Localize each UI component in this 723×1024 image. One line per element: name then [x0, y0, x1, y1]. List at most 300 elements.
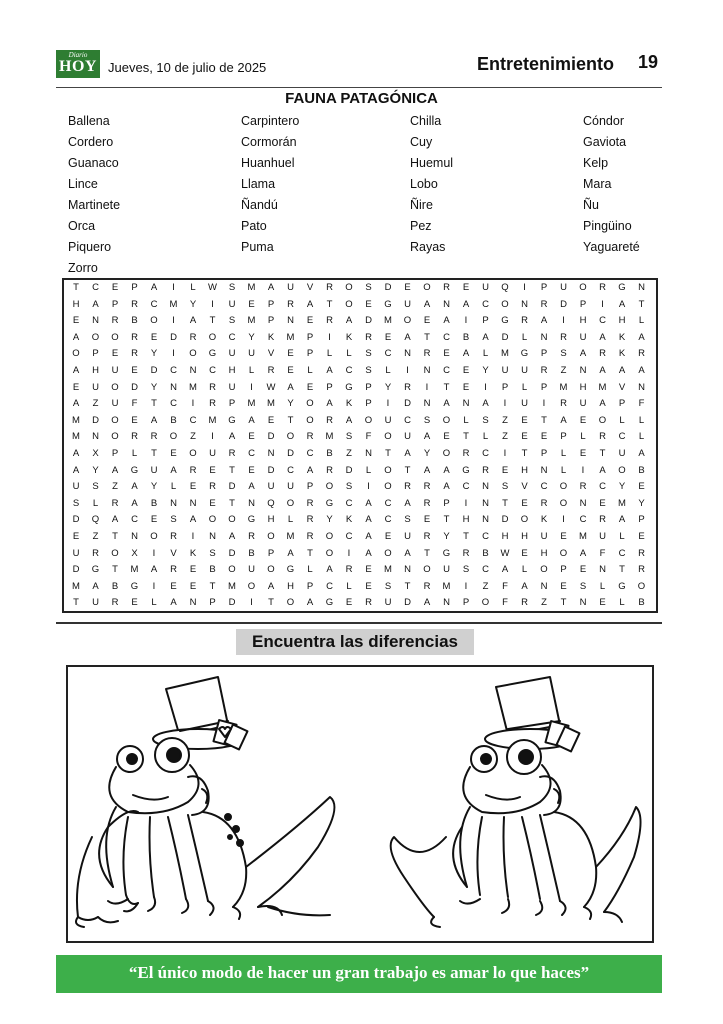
- grid-letter: Y: [287, 398, 294, 410]
- grid-letter: B: [111, 580, 119, 592]
- grid-letter: E: [384, 531, 392, 542]
- grid-letter: D: [384, 282, 392, 293]
- grid-letter: Z: [190, 431, 196, 443]
- grid-letter: V: [618, 381, 626, 393]
- grid-letter: E: [248, 464, 255, 476]
- grid-letter: L: [248, 365, 255, 376]
- grid-letter: A: [365, 531, 372, 542]
- grid-letter: A: [443, 481, 450, 493]
- grid-letter: O: [423, 282, 431, 293]
- grid-letter: D: [501, 514, 509, 526]
- logo-top-text: Diario: [68, 51, 88, 59]
- grid-letter: M: [72, 580, 80, 592]
- grid-letter: O: [598, 414, 607, 426]
- grid-letter: H: [579, 381, 587, 393]
- grid-letter: D: [131, 381, 138, 393]
- grid-letter: O: [384, 547, 392, 559]
- grid-letter: E: [560, 580, 567, 592]
- grid-letter: T: [112, 564, 118, 576]
- grid-letter: C: [443, 331, 450, 343]
- grid-letter: C: [170, 398, 177, 410]
- grid-letter: A: [443, 398, 450, 410]
- grid-letter: T: [385, 448, 391, 459]
- grid-letter: S: [365, 282, 372, 293]
- grid-letter: K: [267, 331, 275, 343]
- grid-letter: A: [72, 464, 80, 476]
- grid-letter: B: [638, 597, 645, 609]
- grid-letter: R: [170, 531, 177, 542]
- grid-letter: E: [209, 464, 216, 476]
- grid-letter: E: [599, 497, 606, 509]
- grid-letter: E: [443, 348, 450, 360]
- grid-letter: A: [306, 597, 314, 609]
- grid-letter: F: [131, 398, 138, 410]
- grid-letter: N: [423, 365, 431, 376]
- grid-letter: N: [521, 298, 528, 310]
- word-list-item: Chilla: [410, 114, 442, 128]
- grid-letter: C: [92, 282, 99, 293]
- word-list-item: Lobo: [410, 177, 438, 191]
- grid-letter: O: [111, 414, 119, 426]
- grid-letter: U: [72, 547, 80, 559]
- grid-letter: I: [523, 282, 526, 293]
- grid-letter: P: [365, 398, 372, 410]
- grid-letter: E: [72, 531, 80, 542]
- grid-letter: R: [306, 431, 314, 443]
- grid-letter: E: [443, 431, 450, 443]
- grid-letter: A: [306, 298, 314, 310]
- grid-letter: S: [404, 514, 411, 526]
- grid-letter: G: [247, 514, 256, 526]
- grid-letter: B: [131, 315, 138, 327]
- grid-letter: Y: [443, 531, 450, 542]
- grid-letter: M: [325, 431, 334, 443]
- grid-letter: Z: [502, 431, 508, 443]
- grid-letter: A: [404, 497, 411, 509]
- grid-letter: T: [443, 514, 450, 526]
- grid-letter: E: [521, 547, 528, 559]
- grid-letter: D: [92, 414, 99, 426]
- grid-letter: O: [228, 564, 236, 576]
- word-list-item: Ñire: [410, 198, 433, 212]
- grid-letter: N: [638, 282, 645, 293]
- grid-letter: O: [72, 348, 80, 360]
- grid-letter: S: [423, 414, 431, 426]
- grid-letter: E: [560, 531, 567, 542]
- grid-letter: Y: [189, 298, 197, 310]
- word-list-item: Puma: [241, 240, 274, 254]
- grid-letter: W: [500, 547, 510, 559]
- grid-letter: M: [247, 282, 256, 293]
- grid-letter: O: [150, 315, 158, 327]
- word-list-item: Mara: [583, 177, 612, 191]
- grid-letter: B: [209, 564, 216, 576]
- grid-letter: A: [72, 365, 80, 376]
- grid-letter: O: [325, 481, 334, 493]
- grid-letter: P: [267, 315, 275, 327]
- grid-letter: G: [286, 564, 295, 576]
- grid-letter: I: [211, 431, 214, 443]
- grid-letter: A: [72, 448, 80, 459]
- grid-letter: L: [463, 414, 469, 426]
- grid-letter: A: [560, 414, 567, 426]
- word-list-item: Huanhuel: [241, 156, 295, 170]
- grid-letter: K: [540, 514, 548, 526]
- header-divider: [56, 87, 662, 88]
- grid-letter: P: [482, 315, 489, 327]
- grid-letter: H: [540, 547, 548, 559]
- grid-letter: V: [170, 547, 177, 559]
- grid-letter: Y: [482, 365, 489, 376]
- grid-letter: H: [579, 315, 587, 327]
- grid-letter: A: [345, 414, 353, 426]
- grid-letter: D: [345, 464, 353, 476]
- grid-letter: O: [501, 298, 509, 310]
- word-list-item: Gaviota: [583, 135, 627, 149]
- grid-letter: M: [286, 331, 295, 343]
- grid-letter: T: [541, 414, 547, 426]
- grid-letter: D: [287, 448, 294, 459]
- grid-letter: E: [111, 282, 119, 293]
- grid-letter: E: [521, 414, 528, 426]
- grid-letter: U: [599, 531, 606, 542]
- grid-letter: A: [189, 315, 197, 327]
- grid-letter: M: [501, 348, 509, 360]
- word-list-item: Guanaco: [68, 156, 119, 170]
- grid-letter: N: [540, 331, 548, 343]
- grid-letter: G: [442, 547, 451, 559]
- grid-letter: X: [92, 448, 99, 459]
- word-list-item: Pato: [241, 219, 267, 233]
- grid-letter: E: [540, 431, 548, 443]
- grid-letter: C: [170, 365, 177, 376]
- grid-letter: Y: [384, 381, 392, 393]
- grid-letter: L: [170, 481, 177, 493]
- grid-letter: T: [151, 398, 157, 410]
- grid-letter: G: [501, 315, 509, 327]
- grid-letter: K: [345, 398, 353, 410]
- grid-letter: L: [346, 580, 352, 592]
- grid-letter: E: [384, 331, 392, 343]
- grid-letter: W: [266, 381, 276, 393]
- grid-letter: R: [423, 348, 431, 360]
- grid-letter: S: [92, 481, 99, 493]
- grid-letter: L: [619, 597, 625, 609]
- grid-letter: K: [345, 331, 353, 343]
- grid-letter: U: [150, 464, 158, 476]
- grid-letter: P: [560, 431, 567, 443]
- grid-letter: O: [247, 580, 256, 592]
- grid-letter: P: [540, 381, 548, 393]
- grid-letter: U: [521, 398, 528, 410]
- grid-letter: M: [247, 315, 256, 327]
- grid-letter: A: [462, 348, 470, 360]
- grid-letter: T: [463, 431, 469, 443]
- grid-letter: P: [579, 298, 587, 310]
- grid-letter: P: [267, 547, 275, 559]
- grid-letter: T: [619, 564, 625, 576]
- grid-letter: N: [423, 398, 431, 410]
- grid-letter: Z: [502, 414, 508, 426]
- grid-letter: L: [92, 497, 99, 509]
- grid-letter: U: [267, 481, 275, 493]
- grid-letter: U: [209, 448, 216, 459]
- grid-letter: E: [111, 348, 119, 360]
- grid-letter: R: [579, 481, 587, 493]
- grid-letter: P: [326, 381, 333, 393]
- grid-letter: I: [172, 315, 175, 327]
- grid-letter: O: [345, 298, 353, 310]
- grid-letter: U: [560, 282, 567, 293]
- grid-letter: Q: [91, 514, 100, 526]
- grid-letter: U: [111, 398, 119, 410]
- grid-letter: U: [228, 348, 236, 360]
- grid-letter: M: [72, 431, 80, 443]
- grid-letter: V: [267, 348, 275, 360]
- grid-letter: A: [443, 315, 450, 327]
- grid-letter: A: [248, 481, 255, 493]
- grid-letter: G: [91, 564, 100, 576]
- grid-letter: P: [111, 448, 119, 459]
- grid-letter: R: [404, 481, 411, 493]
- grid-letter: E: [638, 531, 645, 542]
- grid-letter: D: [267, 464, 275, 476]
- word-list-item: Ballena: [68, 114, 110, 128]
- grid-letter: R: [423, 481, 431, 493]
- grid-letter: A: [482, 398, 489, 410]
- grid-letter: U: [228, 381, 236, 393]
- grid-letter: R: [326, 464, 333, 476]
- grid-letter: P: [306, 348, 314, 360]
- grid-letter: N: [189, 497, 197, 509]
- grid-letter: U: [111, 365, 119, 376]
- grid-letter: B: [150, 497, 158, 509]
- grid-letter: L: [619, 414, 625, 426]
- grid-letter: M: [384, 315, 392, 327]
- grid-letter: G: [618, 580, 626, 592]
- grid-letter: C: [345, 531, 353, 542]
- grid-letter: O: [208, 331, 217, 343]
- grid-letter: P: [267, 298, 275, 310]
- grid-letter: G: [208, 348, 217, 360]
- grid-letter: A: [501, 564, 509, 576]
- grid-letter: Z: [92, 398, 99, 410]
- grid-letter: E: [579, 414, 587, 426]
- grid-letter: S: [345, 431, 353, 443]
- grid-letter: Z: [560, 365, 567, 376]
- grid-letter: N: [579, 365, 587, 376]
- grid-letter: U: [404, 531, 411, 542]
- grid-letter: D: [228, 547, 236, 559]
- grid-letter: O: [364, 414, 373, 426]
- grid-letter: N: [579, 497, 587, 509]
- section-divider: [56, 622, 662, 624]
- grid-letter: Y: [150, 348, 158, 360]
- grid-letter: Z: [112, 481, 118, 493]
- grid-letter: R: [267, 365, 275, 376]
- differences-title: Encuentra las diferencias: [236, 629, 474, 655]
- grid-letter: C: [482, 531, 489, 542]
- grid-letter: O: [384, 431, 392, 443]
- grid-letter: R: [111, 315, 119, 327]
- frog-left-illustration: [68, 667, 360, 941]
- grid-letter: B: [326, 448, 333, 459]
- grid-letter: L: [346, 348, 352, 360]
- grid-letter: R: [306, 497, 314, 509]
- grid-letter: R: [111, 497, 119, 509]
- grid-letter: P: [306, 481, 314, 493]
- grid-letter: P: [540, 282, 548, 293]
- word-list-item: Yaguareté: [583, 240, 640, 254]
- grid-letter: D: [72, 564, 80, 576]
- grid-letter: T: [326, 298, 333, 310]
- grid-letter: R: [599, 282, 606, 293]
- grid-letter: A: [150, 564, 158, 576]
- grid-letter: O: [267, 564, 275, 576]
- grid-letter: T: [404, 580, 411, 592]
- word-list-item: Cuy: [410, 135, 433, 149]
- grid-letter: M: [559, 381, 568, 393]
- grid-letter: T: [229, 497, 235, 509]
- grid-letter: I: [367, 481, 370, 493]
- differences-frame: [66, 665, 654, 943]
- grid-letter: Y: [150, 381, 158, 393]
- grid-letter: O: [111, 547, 119, 559]
- grid-letter: N: [170, 497, 177, 509]
- grid-letter: A: [345, 315, 353, 327]
- grid-letter: B: [482, 547, 489, 559]
- grid-letter: L: [599, 580, 606, 592]
- grid-letter: O: [286, 597, 295, 609]
- word-list-item: Piquero: [68, 240, 112, 254]
- grid-letter: R: [131, 348, 138, 360]
- grid-letter: P: [560, 564, 567, 576]
- grid-letter: A: [189, 514, 197, 526]
- grid-letter: N: [189, 597, 197, 609]
- grid-letter: T: [599, 448, 606, 459]
- grid-letter: O: [111, 331, 119, 343]
- grid-letter: R: [189, 331, 197, 343]
- grid-letter: T: [209, 315, 216, 327]
- grid-letter: O: [559, 481, 568, 493]
- grid-letter: A: [638, 448, 645, 459]
- grid-letter: P: [540, 348, 548, 360]
- grid-letter: L: [560, 448, 567, 459]
- grid-letter: S: [384, 580, 392, 592]
- grid-letter: E: [462, 282, 470, 293]
- grid-letter: E: [521, 497, 528, 509]
- grid-letter: E: [189, 580, 197, 592]
- grid-letter: S: [482, 414, 489, 426]
- grid-letter: O: [345, 282, 353, 293]
- grid-letter: N: [638, 381, 645, 393]
- grid-letter: G: [228, 414, 236, 426]
- grid-letter: O: [579, 282, 587, 293]
- grid-letter: A: [599, 464, 606, 476]
- grid-letter: P: [501, 381, 509, 393]
- grid-letter: D: [150, 365, 158, 376]
- grid-letter: R: [306, 531, 314, 542]
- grid-letter: A: [482, 331, 489, 343]
- grid-letter: A: [365, 514, 372, 526]
- grid-letter: O: [286, 497, 295, 509]
- grid-letter: H: [228, 365, 236, 376]
- grid-letter: S: [501, 481, 509, 493]
- grid-letter: A: [92, 298, 99, 310]
- grid-letter: C: [384, 348, 392, 360]
- grid-letter: L: [190, 282, 196, 293]
- grid-letter: T: [151, 448, 157, 459]
- grid-letter: R: [111, 597, 119, 609]
- grid-letter: N: [287, 315, 294, 327]
- grid-letter: T: [73, 597, 79, 609]
- grid-letter: D: [404, 398, 411, 410]
- grid-letter: P: [540, 448, 548, 459]
- word-list-item: Carpintero: [241, 114, 300, 128]
- grid-letter: I: [562, 514, 565, 526]
- grid-letter: I: [464, 315, 468, 327]
- grid-letter: Z: [482, 580, 489, 592]
- grid-letter: U: [404, 298, 411, 310]
- grid-letter: A: [599, 331, 606, 343]
- grid-letter: V: [521, 481, 528, 493]
- grid-letter: Y: [618, 481, 626, 493]
- grid-letter: E: [462, 381, 470, 393]
- grid-letter: E: [345, 597, 353, 609]
- grid-letter: R: [209, 381, 216, 393]
- grid-letter: R: [423, 531, 431, 542]
- grid-letter: A: [326, 365, 333, 376]
- grid-letter: I: [464, 580, 468, 592]
- frog-right-illustration: [364, 667, 654, 941]
- grid-letter: C: [599, 315, 606, 327]
- grid-letter: H: [287, 580, 294, 592]
- grid-letter: E: [248, 298, 255, 310]
- grid-letter: E: [423, 315, 431, 327]
- grid-letter: R: [599, 348, 606, 360]
- page-header: [56, 46, 662, 88]
- word-search-grid: [62, 278, 658, 613]
- grid-letter: I: [328, 331, 331, 343]
- grid-letter: K: [345, 514, 353, 526]
- word-list-item: Ñandú: [241, 198, 278, 212]
- grid-letter: N: [365, 448, 372, 459]
- word-list-item: Ñu: [583, 198, 599, 212]
- grid-letter: O: [267, 531, 275, 542]
- grid-letter: A: [365, 547, 372, 559]
- grid-letter: R: [638, 547, 645, 559]
- grid-letter: E: [189, 564, 197, 576]
- grid-letter: N: [482, 514, 489, 526]
- grid-letter: E: [131, 365, 138, 376]
- grid-letter: O: [189, 348, 197, 360]
- grid-letter: Y: [92, 464, 99, 476]
- grid-letter: S: [228, 315, 236, 327]
- grid-letter: R: [521, 597, 528, 609]
- grid-letter: Q: [267, 497, 275, 509]
- grid-letter: L: [638, 431, 645, 443]
- grid-letter: I: [406, 365, 409, 376]
- grid-letter: A: [92, 580, 99, 592]
- word-search-title: FAUNA PATAGÓNICA: [285, 90, 438, 107]
- grid-letter: C: [482, 448, 489, 459]
- grid-letter: U: [92, 381, 99, 393]
- grid-letter: Y: [638, 497, 645, 509]
- grid-letter: G: [462, 464, 470, 476]
- grid-letter: A: [404, 448, 411, 459]
- grid-letter: G: [325, 497, 334, 509]
- grid-letter: R: [306, 514, 314, 526]
